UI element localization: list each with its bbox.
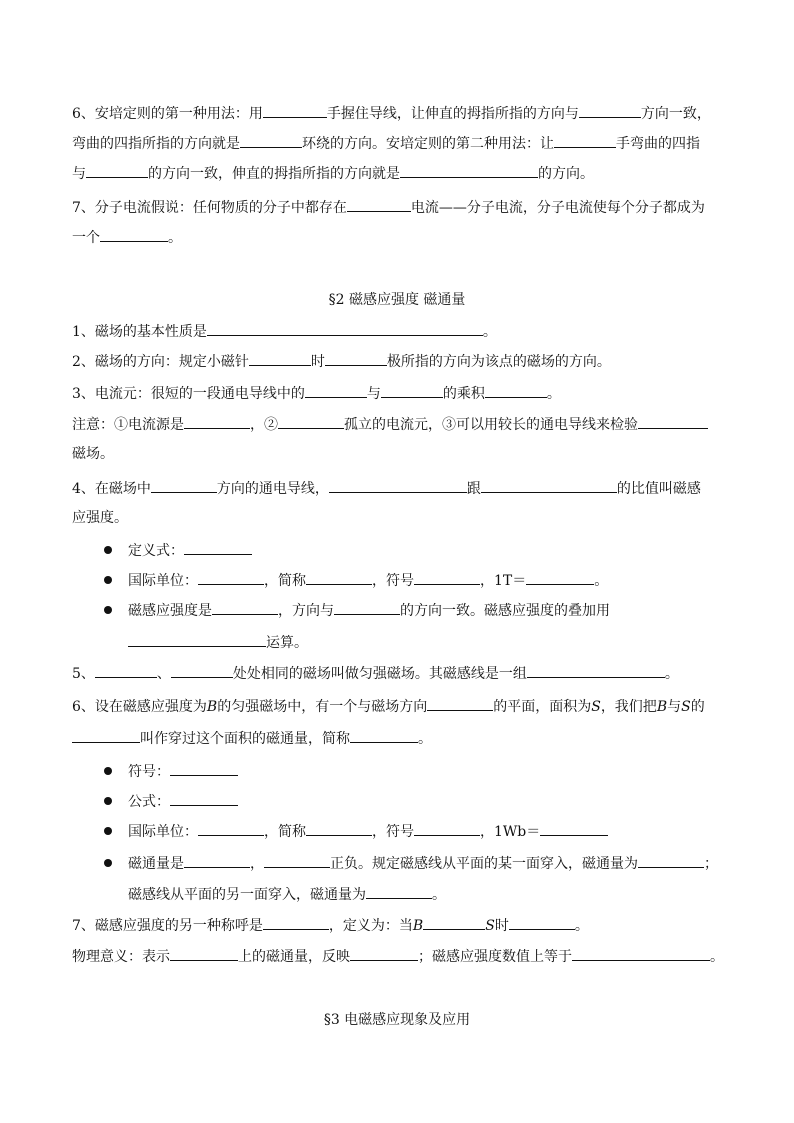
text: 上的磁通量，反映 <box>238 949 350 965</box>
text: 的方向。 <box>538 166 594 182</box>
fill-blank[interactable] <box>400 163 538 178</box>
s2-b1 <box>128 540 252 561</box>
fill-blank[interactable] <box>263 103 327 118</box>
s2-q6-line2 <box>72 728 432 749</box>
fill-blank[interactable] <box>638 414 708 429</box>
fill-blank[interactable] <box>100 227 168 242</box>
text: ； <box>704 856 718 872</box>
s1-q6-line1 <box>72 103 711 124</box>
fill-blank[interactable] <box>481 478 617 493</box>
text: 。 <box>432 887 446 903</box>
fill-blank[interactable] <box>171 663 233 678</box>
text: 环绕的方向。安培定则的第二种用法：让 <box>302 136 554 152</box>
section-title: §3 电磁感应现象及应用 <box>323 1012 471 1028</box>
text: 一个 <box>72 230 100 246</box>
fill-blank[interactable] <box>72 728 140 743</box>
fill-blank[interactable] <box>579 103 641 118</box>
bullet-icon <box>104 767 112 775</box>
text: 注意：①电流源是 <box>72 417 184 433</box>
s2-b3-line1 <box>128 600 610 621</box>
fill-blank[interactable] <box>572 946 710 961</box>
text: 1、磁场的基本性质是 <box>72 324 207 340</box>
text: 6、设在磁感应强度为 <box>72 699 207 715</box>
text: 符号： <box>128 764 170 780</box>
text: 极所指的方向为该点的磁场的方向。 <box>386 354 611 370</box>
fill-blank[interactable] <box>366 884 432 899</box>
text: ， <box>250 856 264 872</box>
s1-q7-line2 <box>72 227 182 248</box>
text: 时 <box>310 354 325 370</box>
text: 手握住导线，让伸直的拇指所指的方向与 <box>326 106 579 122</box>
s2-c2 <box>128 791 238 812</box>
s2-q5 <box>72 663 679 684</box>
text: ，简称 <box>264 824 306 840</box>
fill-blank[interactable] <box>170 761 238 776</box>
s2-q1 <box>72 321 497 342</box>
fill-blank[interactable] <box>264 853 330 868</box>
text: 孤立的电流元，③可以用较长的通电导线来检验 <box>344 417 638 433</box>
s2-c4-line2 <box>128 884 446 905</box>
s2-q2 <box>72 351 611 372</box>
text: 5、 <box>72 666 95 682</box>
fill-blank[interactable] <box>184 853 250 868</box>
fill-blank[interactable] <box>527 663 665 678</box>
fill-blank[interactable] <box>350 946 418 961</box>
text: 。 <box>546 386 561 402</box>
fill-blank[interactable] <box>509 915 575 930</box>
fill-blank[interactable] <box>427 696 493 711</box>
fill-blank[interactable] <box>198 821 264 836</box>
text: 与 <box>72 166 86 182</box>
text: ，1T＝ <box>480 573 527 589</box>
text: ；磁感应强度数值上等于 <box>418 949 572 965</box>
s1-q7-line1 <box>72 197 705 218</box>
text: ，符号 <box>372 573 414 589</box>
fill-blank[interactable] <box>334 600 400 615</box>
text: ，1Wb＝ <box>480 824 541 840</box>
text: 。 <box>710 949 724 965</box>
text: 4、在磁场中 <box>72 481 151 497</box>
bullet-icon <box>104 606 112 614</box>
text: 3、电流元：很短的一段通电导线中的 <box>72 386 305 402</box>
fill-blank[interactable] <box>86 163 148 178</box>
symbol-s: S <box>681 699 691 715</box>
s2-c1 <box>128 761 238 782</box>
text: 国际单位： <box>128 573 198 589</box>
fill-blank[interactable] <box>170 791 238 806</box>
text: 的 <box>690 699 705 715</box>
s2-note-line2: 磁场。 <box>72 446 114 462</box>
fill-blank[interactable] <box>306 821 372 836</box>
s2-b3-line2 <box>128 632 308 653</box>
text: 电流——分子电流，分子电流使每个分子都成为 <box>410 200 705 216</box>
text: 的平面，面积为 <box>493 699 592 715</box>
fill-blank[interactable] <box>414 570 480 585</box>
fill-blank[interactable] <box>151 478 217 493</box>
fill-blank[interactable] <box>423 915 485 930</box>
fill-blank[interactable] <box>305 383 367 398</box>
text: 时 <box>494 918 509 934</box>
text: 。 <box>574 918 589 934</box>
text: 。 <box>594 573 609 589</box>
fill-blank[interactable] <box>347 197 411 212</box>
fill-blank[interactable] <box>350 728 418 743</box>
fill-blank[interactable] <box>638 853 704 868</box>
text: ，符号 <box>372 824 414 840</box>
s2-q6-line1 <box>72 696 705 717</box>
s2-c3 <box>128 821 608 842</box>
text: 物理意义：表示 <box>72 949 170 965</box>
fill-blank[interactable] <box>207 321 483 336</box>
text: 跟 <box>466 481 481 497</box>
fill-blank[interactable] <box>306 570 372 585</box>
text: 6、安培定则的第一种用法：用 <box>72 106 263 122</box>
s2-q4-line1 <box>72 478 701 499</box>
text: 公式： <box>128 794 170 810</box>
symbol-s: S <box>485 918 495 934</box>
text: 与 <box>667 699 682 715</box>
bullet-icon <box>104 859 112 867</box>
s2-q3 <box>72 383 561 404</box>
s2-q4-line2: 应强度。 <box>72 510 128 526</box>
s1-q6-line3 <box>72 163 594 184</box>
text: ，我们把 <box>600 699 657 715</box>
symbol-b: B <box>656 699 668 715</box>
text: 。 <box>482 324 497 340</box>
text: 国际单位： <box>128 824 198 840</box>
text: 的匀强磁场中，有一个与磁场方向 <box>217 699 428 715</box>
text: 的方向一致，伸直的拇指所指的方向就是 <box>148 166 400 182</box>
text: 方向一致， <box>640 106 711 122</box>
text: 7、分子电流假说：任何物质的分子中都存在 <box>72 200 347 216</box>
text: 2、磁场的方向：规定小磁针 <box>72 354 249 370</box>
fill-blank[interactable] <box>128 632 266 647</box>
text: 磁感应强度是 <box>128 603 212 619</box>
text: 叫作穿过这个面积的磁通量，简称 <box>140 731 350 747</box>
text: 运算。 <box>266 635 308 651</box>
fill-blank[interactable] <box>278 414 344 429</box>
bullet-icon <box>104 827 112 835</box>
symbol-s: S <box>591 699 601 715</box>
s2-q7-line2 <box>72 946 724 967</box>
fill-blank[interactable] <box>329 478 467 493</box>
fill-blank[interactable] <box>240 133 302 148</box>
text: 的比值叫磁感 <box>616 481 701 497</box>
fill-blank[interactable] <box>184 414 250 429</box>
text: 、 <box>156 666 171 682</box>
bullet-icon <box>104 576 112 584</box>
text: 弯曲的四指所指的方向就是 <box>72 136 240 152</box>
s1-q6-line2 <box>72 133 700 154</box>
fill-blank[interactable] <box>526 570 594 585</box>
text: 定义式： <box>128 543 184 559</box>
text: 手弯曲的四指 <box>616 136 700 152</box>
s2-b2 <box>128 570 608 591</box>
fill-blank[interactable] <box>263 915 329 930</box>
text: 方向的通电导线， <box>216 481 329 497</box>
text: 与 <box>366 386 381 402</box>
text: 磁通量是 <box>128 856 184 872</box>
text: 。 <box>664 666 679 682</box>
fill-blank[interactable] <box>414 821 480 836</box>
fill-blank[interactable] <box>212 600 278 615</box>
fill-blank[interactable] <box>198 570 264 585</box>
text: 。 <box>418 731 432 747</box>
text: ，简称 <box>264 573 306 589</box>
s2-q7-line1 <box>72 915 589 936</box>
text: ，定义为：当 <box>328 918 413 934</box>
bullet-icon <box>104 797 112 805</box>
fill-blank[interactable] <box>325 351 387 366</box>
fill-blank[interactable] <box>170 946 238 961</box>
text: 。 <box>168 230 182 246</box>
text: 磁感线从平面的另一面穿入，磁通量为 <box>128 887 366 903</box>
bullet-icon <box>104 546 112 554</box>
text: 处处相同的磁场叫做匀强磁场。其磁感线是一组 <box>232 666 527 682</box>
fill-blank[interactable] <box>249 351 311 366</box>
text: 7、磁感应强度的另一种称呼是 <box>72 918 263 934</box>
text: ，方向与 <box>278 603 334 619</box>
s2-note-line1 <box>72 414 708 435</box>
text: 的乘积 <box>442 386 485 402</box>
fill-blank[interactable] <box>540 821 608 836</box>
text: ，② <box>250 417 278 433</box>
s2-c4-line1 <box>128 853 718 874</box>
text: 正负。规定磁感线从平面的某一面穿入，磁通量为 <box>330 856 638 872</box>
fill-blank[interactable] <box>184 540 252 555</box>
fill-blank[interactable] <box>554 133 616 148</box>
fill-blank[interactable] <box>95 663 157 678</box>
symbol-b: B <box>206 699 218 715</box>
symbol-b: B <box>412 918 424 934</box>
fill-blank[interactable] <box>381 383 443 398</box>
fill-blank[interactable] <box>485 383 547 398</box>
section-title: §2 磁感应强度 磁通量 <box>328 292 466 308</box>
text: 的方向一致。磁感应强度的叠加用 <box>400 603 610 619</box>
